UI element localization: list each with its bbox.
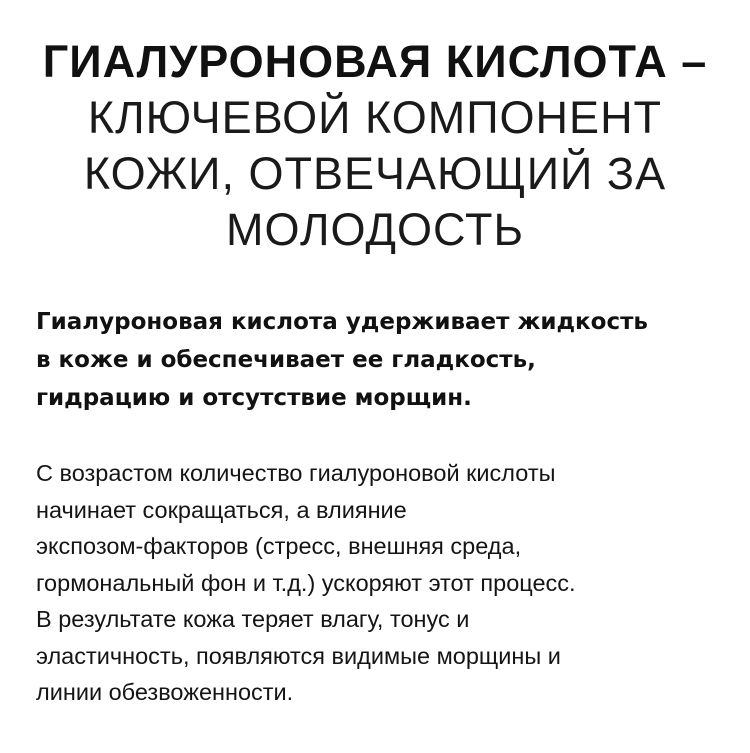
body-line-4: гормональный фон и т.д.) ускоряют этот процесс. [36,569,576,596]
title-line-2: КЛЮЧЕВОЙ КОМПОНЕНТ [87,92,663,143]
body-line-5: В результате кожа теряет влагу, тонус и [36,606,470,632]
body-paragraph [36,455,726,711]
title-line-3: КОЖИ, ОТВЕЧАЮЩИЙ ЗА [83,148,667,199]
lead-line-2: в коже и обеспечивает ее гладкость, [36,347,536,373]
body-line-2: начинает сокращаться, а влияние [36,496,407,523]
page-title [0,34,750,258]
title-line-1: ГИАЛУРОНОВАЯ КИСЛОТА – [42,36,708,87]
lead-line-1: Гиалуроновая кислота удерживает жидкость [36,309,648,335]
body-line-1: С возрастом количество гиалуроновой кислоты [36,460,556,486]
body-line-3: экспозом-факторов (стресс, внешняя среда, [36,533,522,559]
title-line-4: МОЛОДОСТЬ [225,204,525,255]
lead-line-3: гидрацию и отсутствие морщин. [36,385,472,411]
body-line-7: линии обезвоженности. [36,679,294,705]
lead-paragraph [36,303,726,417]
body-line-6: эластичность, появляются видимые морщины и [36,642,561,669]
